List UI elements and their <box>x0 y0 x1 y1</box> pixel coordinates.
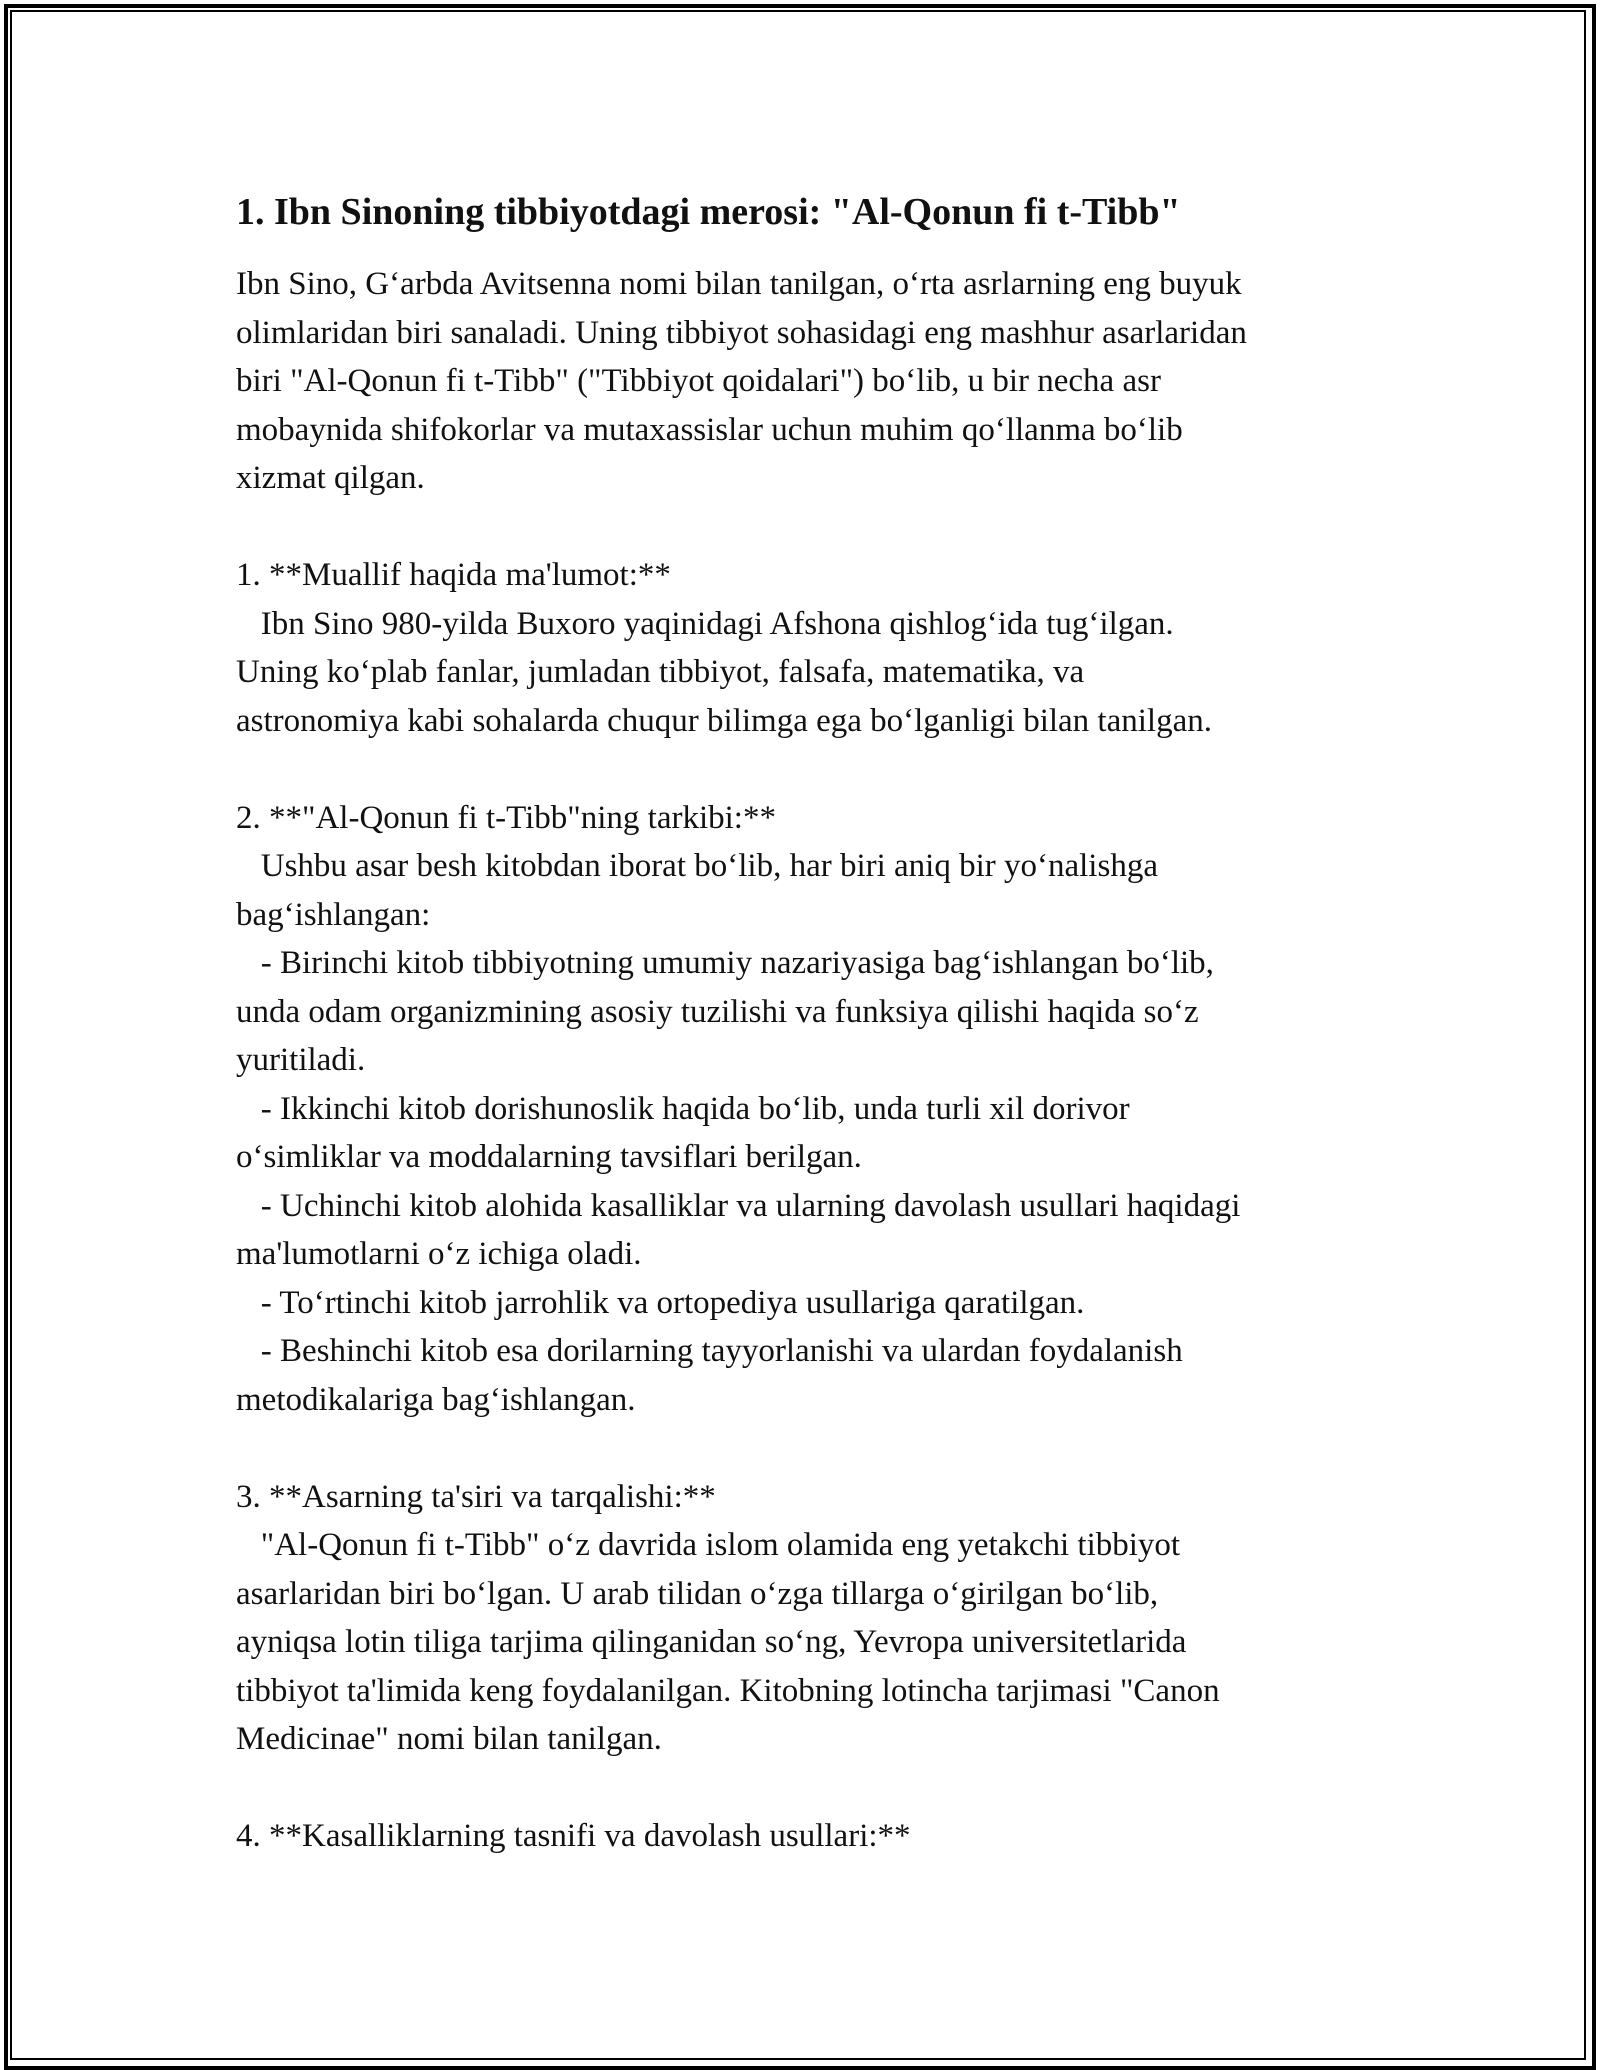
paragraph-gap <box>236 503 1366 552</box>
section-body: Ibn Sino 980-yilda Buxoro yaqinidagi Afshona qishlog‘ida tug‘ilgan. Uning ko‘plab fanlar, jumladan tibbiyot, falsafa, matematika, va astronomiya kabi sohalarda chuqur bilimga ega bo‘lganligi bilan tanilgan. <box>236 605 1212 739</box>
paragraph-gap <box>236 1424 1366 1473</box>
section-heading: 3. **Asarning ta'siri va tarqalishi:** <box>236 1478 716 1515</box>
paragraph-gap <box>236 745 1366 794</box>
intro-paragraph: Ibn Sino, G‘arbda Avitsenna nomi bilan tanilgan, o‘rta asrlarning eng buyuk olimlaridan biri sanaladi. Uning tibbiyot sohasidagi eng mashhur asarlaridan biri "Al-Qonun fi t-Tibb" ("Tibbiyot qoidalari") bo‘lib, u bir necha asr mobaynida shifokorlar va mutaxassislar uchun muhim qo‘llanma bo‘lib xizmat qilgan. <box>236 266 1247 496</box>
section-heading: 2. **"Al-Qonun fi t-Tibb"ning tarkibi:** <box>236 799 776 836</box>
section-heading: 1. **Muallif haqida ma'lumot:** <box>236 557 671 593</box>
section-heading: 4. **Kasalliklarning tasnifi va davolash usullari:** <box>236 1818 911 1854</box>
document-title: 1. Ibn Sinoning tibbiyotdagi merosi: "Al-Qonun fi t-Tibb" <box>236 191 1181 233</box>
section-body: Ushbu asar besh kitobdan iborat bo‘lib, har biri aniq bir yo‘nalishga bag‘ishlangan: - Birinchi kitob tibbiyotning umumiy nazariyasiga bag‘ishlangan bo‘lib, unda odam organizmining asosiy tuzilishi va funksiya qilishi haqida so‘z yuritiladi. - Ikkinchi kitob dorishunoslik haqida bo‘lib, unda turli xil dorivor o‘simliklar va moddalarning tavsiflari berilgan. - Uchinchi kitob alohida kasalliklar va ularning davolash usullari haqidagi ma'lumotlarni o‘z ichiga oladi. - To‘rtinchi kitob jarrohlik va ortopediya usullariga qaratilgan. - Beshinchi kitob esa dorilarning tayyorlanishi va ulardan foydalanish metodikalariga bag‘ishlangan. <box>236 848 1241 1418</box>
document-body <box>236 188 1366 1861</box>
section-body: "Al-Qonun fi t-Tibb" o‘z davrida islom olamida eng yetakchi tibbiyot asarlaridan biri bo‘lgan. U arab tilidan o‘zga tillarga o‘girilgan bo‘lib, ayniqsa lotin tiliga tarjima qilinganidan so‘ng, Yevropa universitetlarida tibbiyot ta'limida keng foydalanilgan. Kitobning lotincha tarjimasi "Canon Medicinae" nomi bilan tanilgan. <box>236 1527 1220 1757</box>
paragraph-gap <box>236 1764 1366 1813</box>
